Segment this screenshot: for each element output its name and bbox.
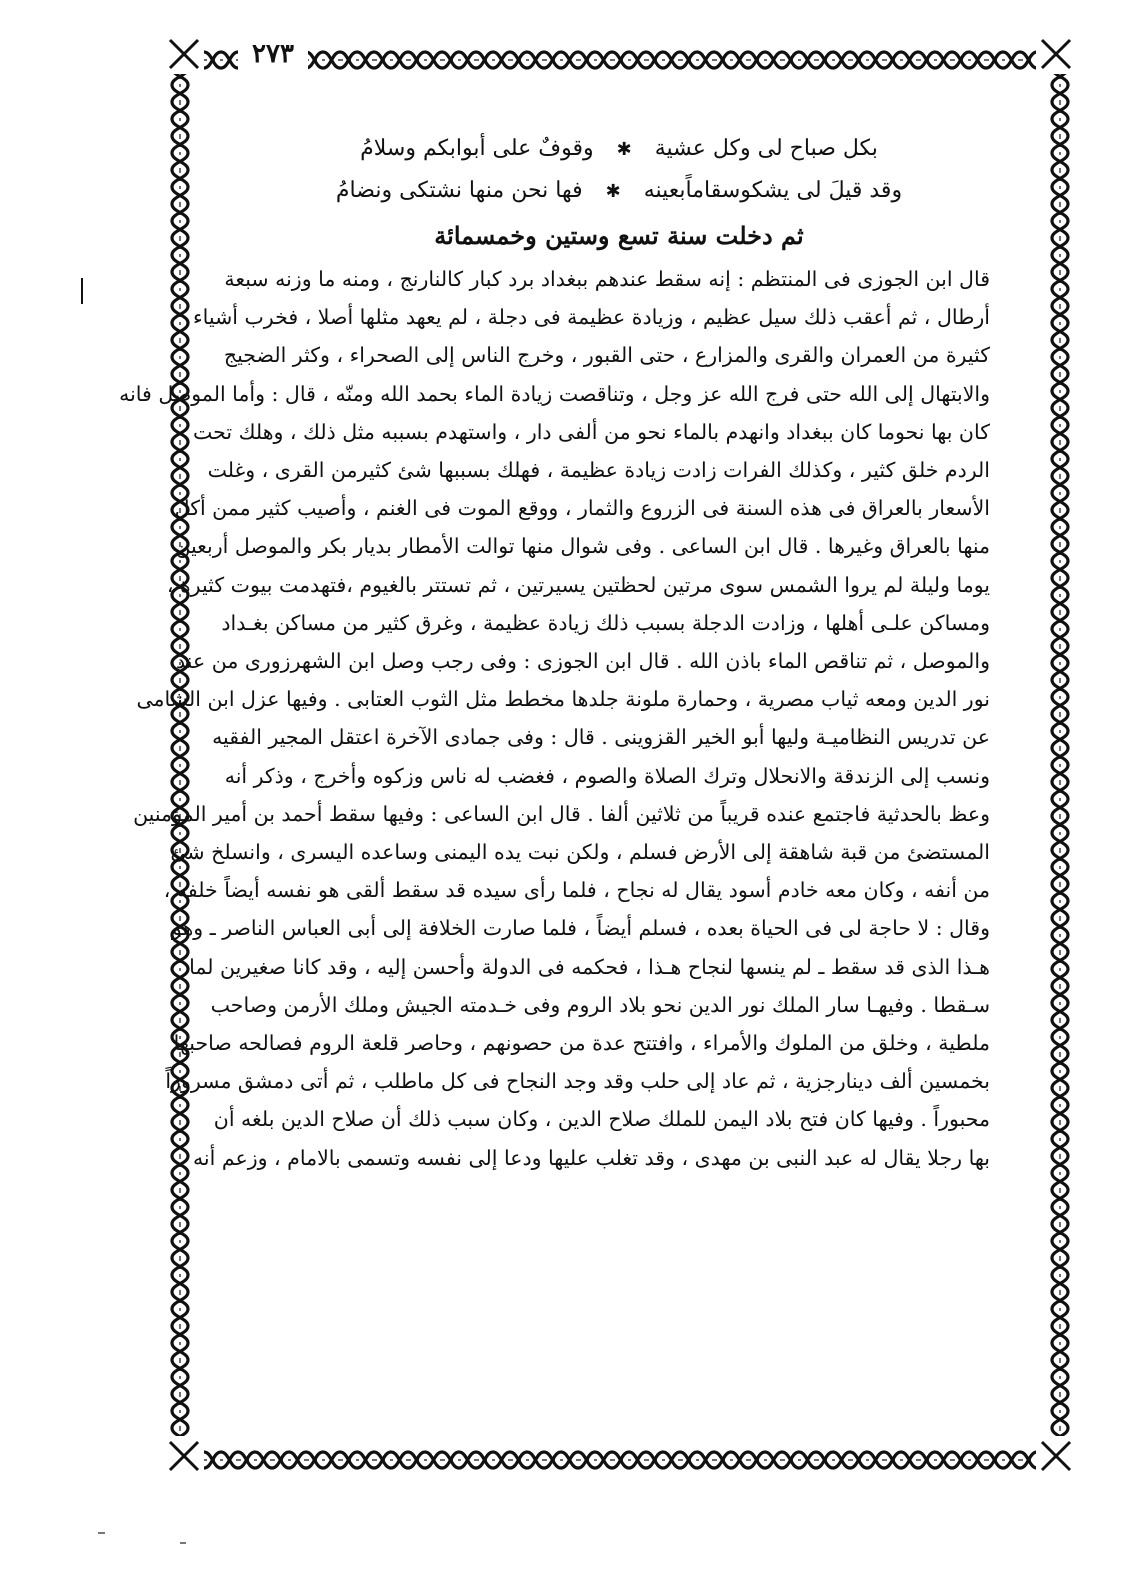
verse-1-second-hemistich: وقوفٌ على أبوابكم وسلامُ xyxy=(360,136,594,161)
prose-line: بها رجلا يقال له عبد النبى بن مهدى ، وقد تغلب عليها ودعا إلى نفسه وتسمى بالامام ، وزعم أنه xyxy=(192,1145,990,1170)
section-heading: ثم دخلت سنة تسع وستين وخمسمائة xyxy=(434,221,804,250)
prose-line: ملطية ، وخلق من الملوك والأمراء ، وافتتح عدة من حصونهم ، وحاصر قلعة الروم فصالحه صاحبها xyxy=(173,1031,990,1056)
verse-line-1 xyxy=(248,128,990,170)
prose-line: سـقطا . وفيهـا سار الملك نور الدين نحو بلاد الروم وفى خـدمته الجيش وملك الأرمن وصاحب xyxy=(210,992,990,1017)
margin-mark xyxy=(81,278,83,304)
prose-text xyxy=(119,260,990,1177)
prose-line: من أنفه ، وكان معه خادم أسود يقال له نجاح ، فلما رأى سيده قد سقط ألقى هو نفسه أيضاً خلفه ، xyxy=(163,878,990,903)
prose-line: محبوراً . وفيها كان فتح بلاد اليمن للملك صلاح الدين ، وكان سبب ذلك أن صلاح الدين بلغه أن xyxy=(213,1107,990,1132)
prose-line: بخمسين ألف دينارجزية ، ثم عاد إلى حلب وقد وجد النجاح فى كل ماطلب ، ثم أتى دمشق مسروراً xyxy=(165,1069,990,1094)
page-body xyxy=(119,128,990,1400)
verse-separator-star-icon: ✱ xyxy=(605,181,621,202)
scan-speck xyxy=(98,1532,105,1534)
verse-line-2 xyxy=(248,170,990,212)
prose-line: كان بها نحوما كان ببغداد وانهدم بالماء نحو من ألفى دار ، واستهدم بسببه مثل ذلك ، وهلك تحت xyxy=(193,419,990,444)
prose-line: كثيرة من العمران والقرى والمزارع ، حتى القبور ، وخرج الناس إلى الصحراء ، وكثر الضجيج xyxy=(223,343,990,368)
prose-line: أرطال ، ثم أعقب ذلك سيل عظيم ، وزيادة عظيمة فى دجلة ، لم يعهد مثلها أصلا ، فخرب أشياء xyxy=(193,305,990,330)
prose-line: قال ابن الجوزى فى المنتظم : إنه سقط عندهم ببغداد برد كبار كالنارنج ، ومنه ما وزنه سبعة xyxy=(224,267,990,291)
prose-line: المستضئ من قبة شاهقة إلى الأرض فسلم ، ولكن نبت يده اليمنى وساعده اليسرى ، وانسلخ شئ xyxy=(170,840,990,865)
prose-line: نور الدين ومعه ثياب مصرية ، وحمارة ملونة جلدها مخطط مثل الثوب العتابى . وفيها عزل ابن الشامى xyxy=(136,687,990,712)
verse-2-second-hemistich: فها نحن منها نشتكى ونضامُ xyxy=(335,178,583,203)
prose-line: يوما وليلة لم يروا الشمس سوى مرتين لحظتين يسيرتين ، ثم تستتر بالغيوم ،فتهدمت بيوت كثيرة ، xyxy=(166,572,990,597)
prose-line: ونسب إلى الزندقة والانحلال وترك الصلاة والصوم ، فغضب له ناس وزكوه وأخرج ، وذكر أنه xyxy=(224,763,990,788)
prose-line: هـذا الذى قد سقط ـ لم ينسها لنجاح هـذا ، فحكمه فى الدولة وأحسن إليه ، وقد كانا صغيرين لما xyxy=(189,954,990,979)
prose-line: والابتهال إلى الله حتى فرج الله عز وجل ، وتناقصت زيادة الماء بحمد الله ومنّه ، قال : وأما الموصل فانه xyxy=(119,381,990,406)
verse-1-first-hemistich: بكل صباح لى وكل عشية xyxy=(654,136,878,161)
prose-line: الأسعار بالعراق فى هذه السنة فى الزروع والثمار ، ووقع الموت فى الغنم ، وأصيب كثير ممن أكل xyxy=(174,496,990,521)
prose-line: وعظ بالحدثية فاجتمع عنده قريباً من ثلاثين ألفا . قال ابن الساعى : وفيها سقط أحمد بن أمير المؤمنين xyxy=(133,801,990,826)
prose-line: الردم خلق كثير ، وكذلك الفرات زادت زيادة عظيمة ، فهلك بسببها شئ كثيرمن القرى ، وغلت xyxy=(207,458,990,483)
prose-line: منها بالعراق وغيرها . قال ابن الساعى . وفى شوال منها توالت الأمطار بديار بكر والموصل أربعين xyxy=(175,534,990,559)
verse-2-first-hemistich: وقد قيلَ لى يشكوسقاماًبعينه xyxy=(643,178,903,203)
scan-speck xyxy=(180,1542,186,1544)
page-number: ٢٧٣ xyxy=(238,34,308,74)
prose-line: والموصل ، ثم تناقص الماء باذن الله . قال ابن الجوزى : وفى رجب وصل ابن الشهرزورى من عند xyxy=(176,649,990,674)
prose-line: عن تدريس النظاميـة وليها أبو الخير القزوينى . قال : وفى جمادى الآخرة اعتقل المجير الفقيه xyxy=(212,725,990,750)
verse-separator-star-icon: ✱ xyxy=(616,139,632,160)
prose-line: ومساكن علـى أهلها ، وزادت الدجلة بسبب ذلك زيادة عظيمة ، وغرق كثير من مساكن بغـداد xyxy=(221,610,990,635)
prose-line: وقال : لا حاجة لى فى الحياة بعده ، فسلم أيضاً ، فلما صارت الخلافة إلى أبى العباس الناصر ـ وهو xyxy=(171,916,990,941)
poem-verses xyxy=(248,128,990,212)
